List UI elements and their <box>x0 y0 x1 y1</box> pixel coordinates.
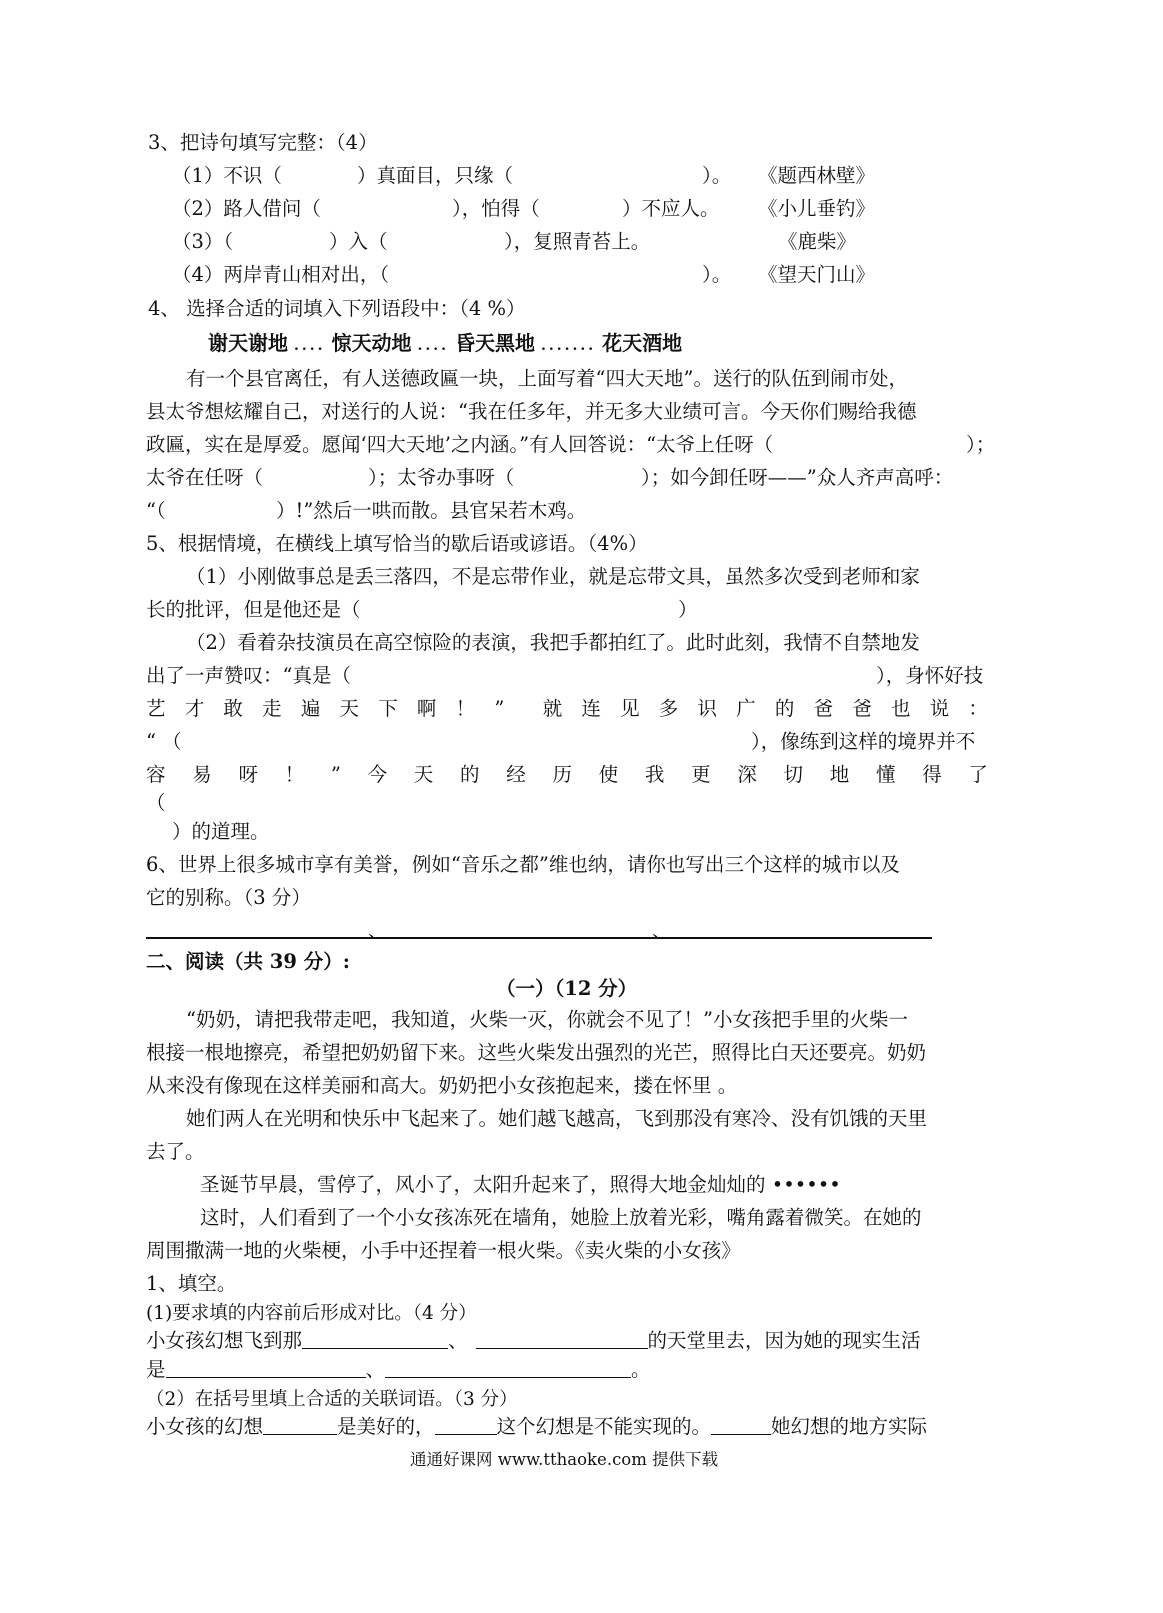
exercise-sub-1: (1)要求填的内容前后形成对比。（4 分） <box>146 1303 477 1324</box>
blank-field[interactable] <box>302 1330 448 1349</box>
blank-field[interactable] <box>476 1330 648 1349</box>
word-choices <box>208 329 682 360</box>
poem-line-3 <box>172 228 872 258</box>
poem-4-part-a: （4）两岸青山相对出，（ <box>172 263 390 286</box>
q5-s2-line-4 <box>146 728 991 758</box>
poem-3-source: 《鹿柴》 <box>778 230 857 253</box>
poem-1-part-a: （1）不识（ <box>172 164 282 187</box>
poem-1-source: 《题西林壁》 <box>758 164 876 187</box>
passage-line-5: 去了。 <box>146 1140 205 1163</box>
q5-s1-line-1: （1）小刚做事总是丢三落四，不是忘带作业，就是忘带文具，虽然多次受到老师和家 <box>186 565 920 588</box>
poem-line-1 <box>172 162 876 192</box>
passage-line-1: “奶奶，请把我带走吧，我知道，火柴一灭，你就会不见了！”小女孩把手里的火柴一 <box>186 1008 908 1031</box>
char: 遍 <box>300 697 321 720</box>
char: 历 <box>552 763 572 786</box>
ex1-text-c: 的天堂里去，因为她的现实生活 <box>647 1329 921 1352</box>
poem-1-part-b: ）真面目，只缘（ <box>357 164 514 187</box>
char: 啊 <box>416 697 437 720</box>
word-dots-2: .... <box>417 338 449 354</box>
char: 了 <box>968 763 988 786</box>
q4-line3-end: ）； <box>966 433 996 456</box>
char: 见 <box>620 697 640 720</box>
poem-2-part-a: （2）路人借问（ <box>172 197 321 220</box>
char: 走 <box>262 697 282 720</box>
char: 识 <box>697 697 718 720</box>
q4-title: 4、 选择合适的词填入下列语段中：（4 %） <box>148 297 526 320</box>
q4-line4-part-a: 太爷在任呀（ <box>146 466 264 489</box>
passage-line-2: 根接一根地擦亮，希望把奶奶留下来。这些火柴发出强烈的光芒，照得比白天还要亮。奶奶 <box>146 1041 927 1064</box>
char: 下 <box>378 697 398 720</box>
q4-line5-part-a: “（ <box>146 499 166 522</box>
word-choice-4: 花天酒地 <box>602 331 683 355</box>
q5-title: 5、根据情境，在横线上填写恰当的歇后语或谚语。（4%） <box>146 532 648 555</box>
char: ： <box>968 697 988 720</box>
poem-2-part-c: ）不应人。 <box>622 197 720 220</box>
poem-1-part-c: ）。 <box>702 164 732 187</box>
exercise-line-2 <box>146 1356 651 1384</box>
char: 切 <box>783 763 804 786</box>
q5-s2-line2-end: ），身怀好技 <box>876 664 984 687</box>
poem-4-part-c: ）。 <box>702 263 732 286</box>
answer-line <box>146 937 932 939</box>
footer: 通通好课网 www.tthaoke.com 提供下载 <box>410 1450 719 1469</box>
char: 深 <box>737 763 757 786</box>
q4-paragraph-line-1: 有一个县官离任，有人送德政匾一块，上面写着“四大天地”。送行的队伍到闹市处， <box>186 367 908 390</box>
q4-paragraph-line-3 <box>146 431 996 461</box>
char: 今 <box>367 763 388 786</box>
q5-s1-line2-text: 长的批评，但是他还是（ <box>146 598 361 621</box>
word-dots-3: ....... <box>541 338 597 354</box>
char: ！ <box>284 763 305 786</box>
char: 的 <box>774 697 795 720</box>
char: 天 <box>413 763 434 786</box>
char: 敢 <box>223 697 243 720</box>
char: 更 <box>691 763 711 786</box>
char: 易 <box>192 763 212 786</box>
poem-2-source: 《小儿垂钓》 <box>758 197 876 220</box>
char: 广 <box>736 697 756 720</box>
word-choice-1: 谢天谢地 <box>208 331 288 355</box>
q5-s1-line2-end: ） <box>678 598 698 621</box>
char: ” <box>330 763 341 786</box>
char: 呀 <box>238 763 258 786</box>
passage-line-6: 圣诞节早晨，雪停了，风小了，太阳升起来了，照得大地金灿灿的 •••••• <box>200 1173 841 1196</box>
passage-line-3: 从来没有像现在这样美丽和高大。奶奶把小女孩抱起来，搂在怀里 。 <box>146 1074 738 1097</box>
ex3-text-d: 她幻想的地方实际 <box>771 1415 928 1438</box>
q4-line3-text: 政匾，实在是厚爱。愿闻‘四大天地’之内涵。”有人回答说：“太爷上任呀（ <box>146 433 774 456</box>
q4-line4-part-b: ）；太爷办事呀（ <box>368 466 515 489</box>
passage-line-4: 她们两人在光明和快乐中飞起来了。她们越飞越高，飞到那没有寒冷、没有饥饿的天里 <box>186 1107 928 1130</box>
q5-s2-line4-end: ），像练到这样的境界并不 <box>751 730 976 753</box>
char: 连 <box>581 697 601 720</box>
char: 爸 <box>852 697 872 720</box>
q4-line5-part-b: ）!”然后一哄而散。县官呆若木鸡。 <box>276 499 587 522</box>
char: 说 <box>929 697 950 720</box>
q5-s2-line4-text: “ （ <box>146 730 182 753</box>
ex1-text-a: 小女孩幻想飞到那 <box>146 1329 303 1352</box>
exercise-line-1 <box>146 1327 921 1355</box>
char: 得 <box>922 763 942 786</box>
q5-s2-line-6: （ <box>146 791 166 814</box>
char: 经 <box>506 763 526 786</box>
ex2-text-a: 是 <box>146 1358 166 1381</box>
char: ！ <box>455 697 476 720</box>
exercise-line-3 <box>146 1413 927 1441</box>
exercise-sub-2: （2）在括号里填上合适的关联词语。（3 分） <box>146 1389 518 1410</box>
char: 的 <box>460 763 480 786</box>
word-dots-1: .... <box>294 338 326 354</box>
char: 也 <box>891 697 911 720</box>
poem-3-part-b: ）入（ <box>329 230 388 253</box>
q4-paragraph-line-5 <box>146 497 746 527</box>
char: 我 <box>644 763 665 786</box>
q4-paragraph-line-2: 县太爷想炫耀自己，对送行的人说：“我在任多年，并无多大业绩可言。今天你们赐给我德 <box>146 400 917 423</box>
blank-field[interactable] <box>385 1359 631 1378</box>
ex2-text-c: 。 <box>631 1358 651 1381</box>
q5-s2-line2-text: 出了一声赞叹：“真是（ <box>146 664 351 687</box>
q4-paragraph-line-4 <box>146 464 991 494</box>
q5-s2-line-3 <box>146 695 988 723</box>
q5-s2-line-1: （2）看着杂技演员在高空惊险的表演，我把手都拍红了。此时此刻，我情不自禁地发 <box>186 631 920 654</box>
poem-3-part-a: （3）（ <box>172 230 234 253</box>
q5-s2-line-5 <box>146 761 988 789</box>
blank-field[interactable] <box>435 1416 497 1435</box>
q6-separator-1: 、 <box>368 919 388 942</box>
ex1-text-b: 、 <box>448 1329 468 1352</box>
char: 才 <box>184 697 205 720</box>
blank-field[interactable] <box>263 1416 337 1435</box>
char: ” <box>494 697 505 720</box>
q6-title-line-2: 它的别称。（3 分） <box>146 886 311 909</box>
passage-line-7: 这时，人们看到了一个小女孩冻死在墙角，她脸上放着光彩，嘴角露着微笑。在她的 <box>200 1206 922 1229</box>
ex3-text-a: 小女孩的幻想 <box>146 1415 264 1438</box>
ex3-text-b: 是美好的， <box>337 1415 435 1438</box>
q4-line4-part-c: ）；如今卸任呀——”众人齐声高呼： <box>641 466 954 489</box>
exercise-title: 1、填空。 <box>146 1272 237 1295</box>
char: 地 <box>829 763 850 786</box>
blank-field[interactable] <box>166 1359 366 1378</box>
passage-line-8: 周围撒满一地的火柴梗，小手中还捏着一根火柴。《卖火柴的小女孩》 <box>146 1239 741 1262</box>
q5-s2-line-2 <box>146 662 991 692</box>
char: 使 <box>598 763 619 786</box>
char: 天 <box>339 697 360 720</box>
poem-2-part-b: ），怕得（ <box>452 197 540 220</box>
q6-title-line-1: 6、世界上很多城市享有美誉，例如“音乐之都”维也纳，请你也写出三个这样的城市以及 <box>146 853 900 876</box>
ex3-text-c: 这个幻想是不能实现的。 <box>496 1415 712 1438</box>
char: 懂 <box>875 763 896 786</box>
blank-field[interactable] <box>711 1416 771 1435</box>
q3-title: 3、把诗句填写完整：（4） <box>148 131 378 154</box>
q6-separator-2: 、 <box>652 919 672 942</box>
char: 爸 <box>813 697 834 720</box>
word-choice-3: 昏天黑地 <box>455 331 535 355</box>
poem-line-4 <box>172 261 876 291</box>
q5-s2-line-7: ）的道理。 <box>172 820 270 843</box>
ex2-text-b: 、 <box>365 1358 386 1381</box>
char: 多 <box>658 697 679 720</box>
passage-heading: （一）（12 分） <box>496 977 638 1000</box>
char: 艺 <box>146 697 166 720</box>
word-choice-2: 惊天动地 <box>331 331 412 355</box>
q5-s1-line-2 <box>146 596 706 626</box>
poem-line-2 <box>172 195 876 225</box>
char: 就 <box>542 697 563 720</box>
poem-4-source: 《望天门山》 <box>758 263 876 286</box>
poem-3-part-c: ），复照青苔上。 <box>504 230 651 253</box>
char: 容 <box>146 763 166 786</box>
section-heading: 二、阅读（共 39 分）: <box>146 950 350 973</box>
